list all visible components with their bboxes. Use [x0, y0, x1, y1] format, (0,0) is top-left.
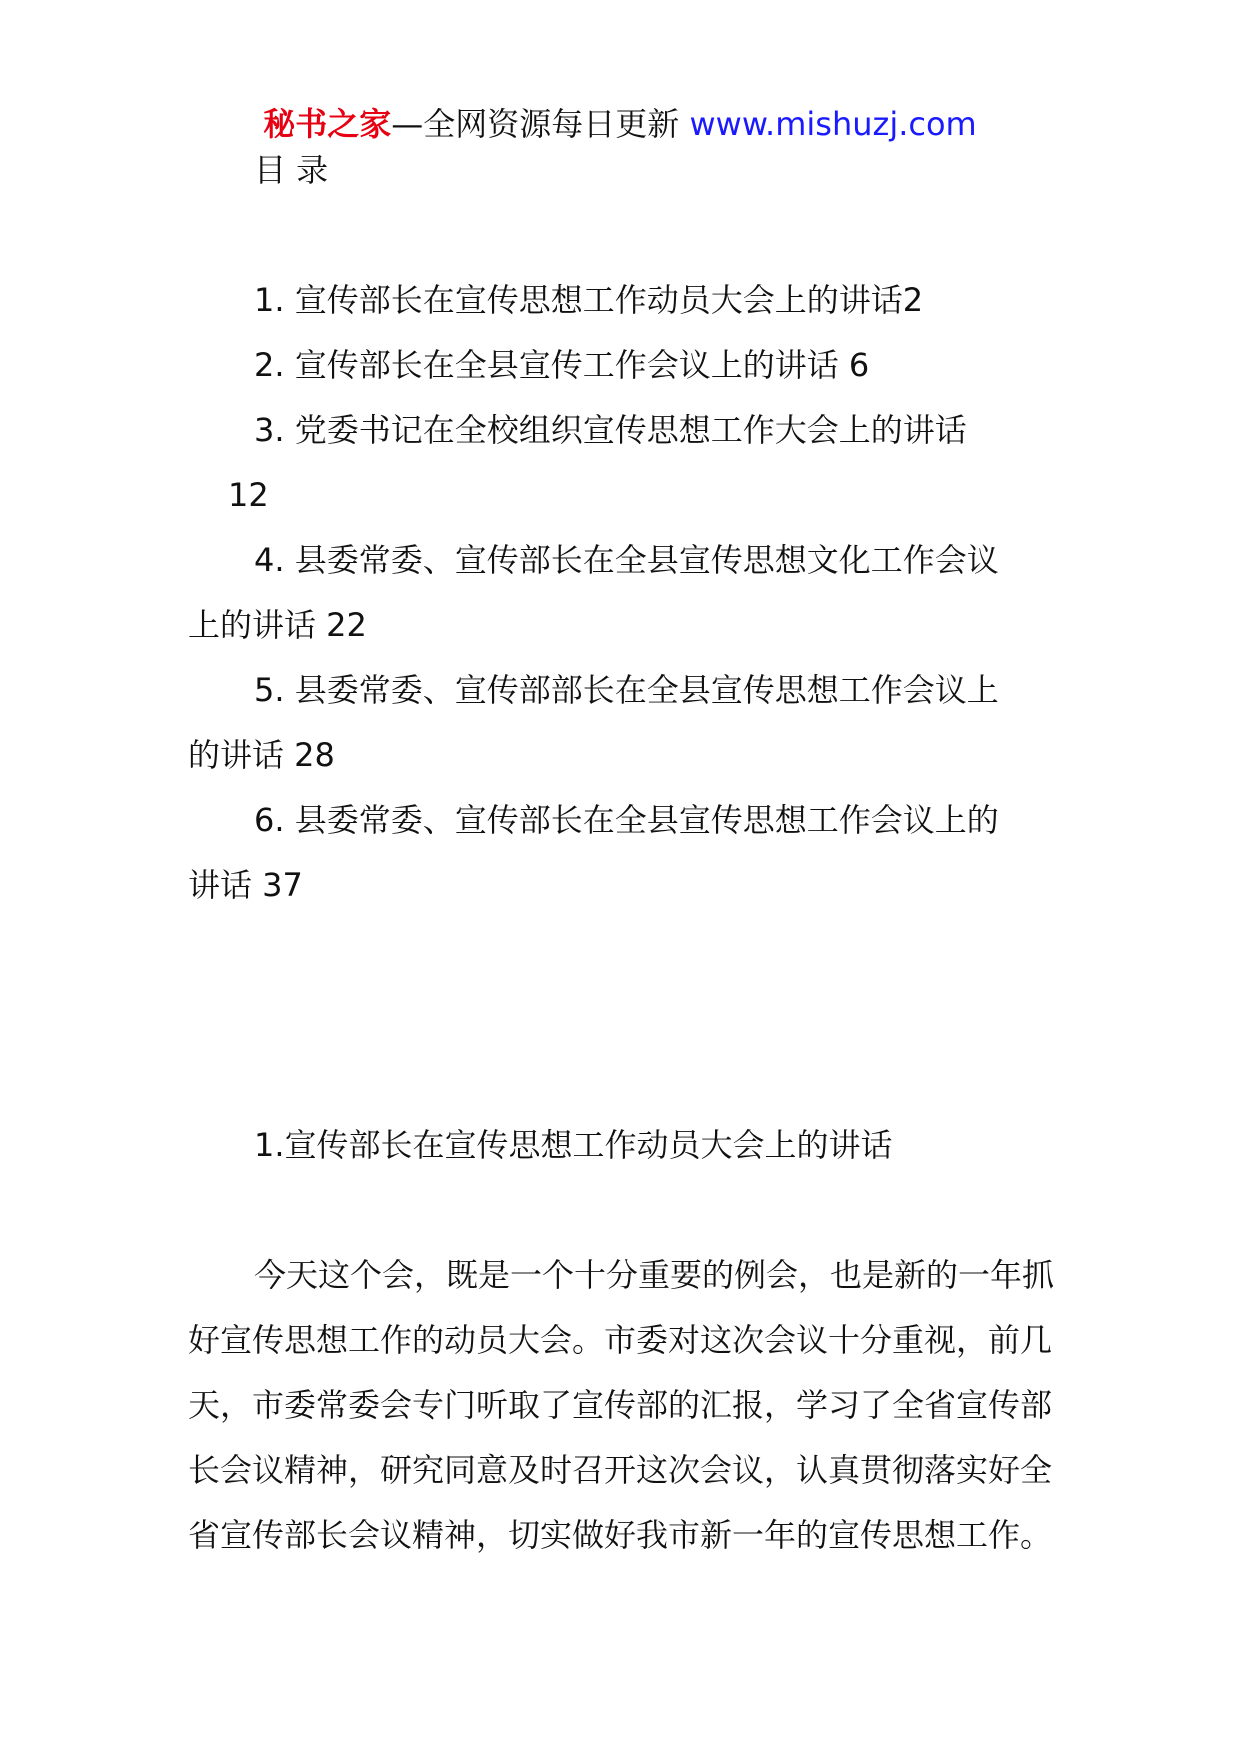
site-url-link[interactable]: www.mishuzj.com — [689, 105, 977, 143]
toc-title: 目 录 — [254, 151, 329, 189]
toc-entry-5-cont[interactable]: 的讲话 28 — [188, 736, 335, 774]
toc-entry-6-cont[interactable]: 讲话 37 — [188, 866, 303, 904]
toc-entry-4[interactable]: 4. 县委常委、宣传部长在全县宣传思想文化工作会议 — [254, 541, 999, 579]
header-slogan: —全网资源每日更新 — [391, 105, 690, 143]
section-heading: 1.宣传部长在宣传思想工作动员大会上的讲话 — [254, 1126, 893, 1164]
document-body — [188, 138, 1058, 1568]
toc-entry-3[interactable]: 3. 党委书记在全校组织宣传思想工作大会上的讲话 — [254, 411, 967, 449]
toc-entry-1[interactable]: 1. 宣传部长在宣传思想工作动员大会上的讲话2 — [254, 281, 924, 319]
brand-name: 秘书之家 — [263, 105, 392, 143]
body-paragraph: 今天这个会，既是一个十分重要的例会，也是新的一年抓好宣传思想工作的动员大会。市委对这次会议十分重视，前几天，市委常委会专门听取了宣传部的汇报，学习了全省宣传部长会议精神，研究同意及时召开这次会议，认真贯彻落实好全省宣传部长会议精神，切实做好我市新一年的宣传思想工作。 — [188, 1256, 1055, 1554]
toc-entry-4-cont[interactable]: 上的讲话 22 — [188, 606, 367, 644]
toc-entry-6[interactable]: 6. 县委常委、宣传部长在全县宣传思想工作会议上的 — [254, 801, 999, 839]
toc-entry-5[interactable]: 5. 县委常委、宣传部部长在全县宣传思想工作会议上 — [254, 671, 999, 709]
toc-entry-2[interactable]: 2. 宣传部长在全县宣传工作会议上的讲话 6 — [254, 346, 870, 384]
toc-entry-3-page[interactable]: 12 — [228, 476, 269, 514]
